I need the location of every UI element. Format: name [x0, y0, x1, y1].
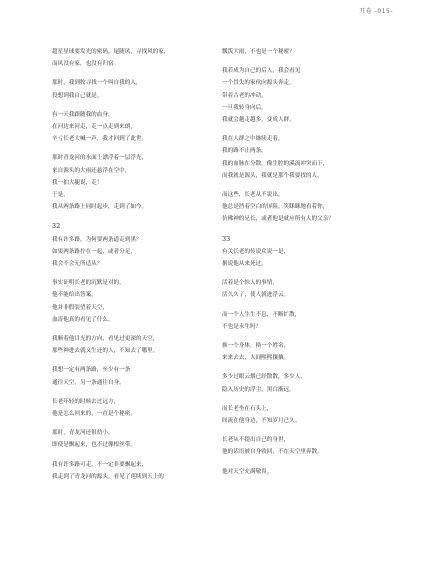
stanza	[52, 364, 207, 388]
poem-line: 有关长老的传说众说一是，	[222, 248, 290, 255]
poem-line: 而我就是源头，我就是那个我要找的人。	[222, 172, 323, 179]
poem-line: 有一天我跟随我的血身，	[52, 111, 114, 118]
poem-line: 我顺着他目光的方向，看见过更深的天空，	[52, 336, 159, 343]
poem-line: 他总是挡着空白的屏阻，笑眯眯地看着你，	[222, 204, 329, 211]
poem-line: 我走到了青龙河的源头，看见了莲续到天上的	[52, 473, 164, 480]
poem-line: 我有许多路，为何要两条道走到黑？	[52, 236, 142, 243]
stanza	[222, 189, 377, 226]
poem-line: 仿佛神的兄长，或者他是就应所有人的父亲？	[222, 216, 334, 223]
poem-line: 我的血脉在分散，像生腔的溪流冲突而下，	[222, 160, 329, 167]
poem-line: 多少过眼云烟已经散散，多少人，	[222, 374, 306, 381]
poem-line: 如果两条路拧在一起，或者分足，	[52, 248, 136, 255]
poem-line: 即使是飘起来，也不过像根丝带。	[52, 442, 136, 449]
poem-line: 带着古老的冲动，	[222, 92, 267, 99]
stanza	[222, 133, 377, 182]
stanza	[222, 371, 377, 395]
poem-line: 役想到我自己就是。	[52, 92, 103, 99]
poem-line: 于是，	[52, 192, 69, 199]
right-column	[222, 46, 377, 485]
poem-line: 超星星球要发光的密码，尾随风，寻找风的家，	[52, 49, 170, 55]
poem-line: 事实证明长老的沉默是对的，	[52, 280, 125, 287]
stanza	[222, 309, 377, 333]
poem-line: 而风没有家，也没有归宿。	[52, 61, 120, 68]
poem-line: 血涛他真的看见了什么。	[52, 316, 114, 323]
poem-line: 那时，青龙河还很幼小，	[52, 430, 114, 437]
poem-line: 我一拍大腿说，走！	[52, 179, 103, 186]
poem-line: 我在人群之中继续走着，	[222, 136, 284, 143]
stanza	[52, 46, 207, 70]
stanza	[52, 77, 207, 101]
poem-line: 他对天空充满敬畏。	[222, 468, 273, 475]
poem-line: 我若成为自己的后人，我会看见	[222, 68, 301, 75]
stanza	[52, 396, 207, 420]
poem-line: 而长老坐在石头上，	[222, 405, 273, 412]
poem-line: 他不能给出答案，	[52, 292, 97, 299]
stanza	[222, 277, 377, 301]
poem-line: 而一个人生生不息，不断扩散，	[222, 311, 301, 318]
poem-line: 那时，我到牧寻找一个叫自我的人，	[52, 80, 142, 87]
poem-line: 我想一定有两条路，至少有一条	[52, 367, 131, 374]
stanza	[52, 427, 207, 451]
poem-line: 他的话语被自身收回，不在天空里奔散。	[222, 449, 323, 456]
poem-line: 长老年轻的时候去过远方，	[52, 398, 120, 405]
poem-line: 那时青龙河的水面上漂浮着一层浮光，	[52, 155, 148, 162]
section-number: 32	[52, 222, 61, 231]
poem-line: 不也是永生吗？	[222, 323, 262, 330]
poem-line: 活久久了，使人就进浮云。	[222, 292, 290, 299]
page-header: 开卷 -015-	[359, 8, 393, 15]
poem-line: 而这些，长老从不说出，	[222, 192, 284, 199]
stanza	[52, 459, 207, 483]
stanza	[52, 152, 207, 213]
poem-line: 我的路不止两条，	[222, 148, 267, 155]
stanza	[52, 277, 207, 326]
poem-line: 长老从不提出自己的身世，	[222, 437, 290, 444]
poem-line: 我会不会无所适从？	[52, 261, 103, 268]
poem-line: 我就会越走越多，变成人群。	[222, 117, 295, 124]
stanza	[222, 65, 377, 126]
poem-line: 通往天空，另一条通往自身。	[52, 379, 125, 386]
poem-line: 一个冒失的家伙向源头奔走，	[222, 80, 295, 87]
section-number: 33	[222, 234, 231, 243]
poem-line: 一旦我转身向后，	[222, 104, 267, 111]
poem-line: 他并非假装望着天空，	[52, 304, 108, 311]
poem-line: 换一个身体，换一个姓名，	[222, 343, 290, 350]
poem-line: 隐入历史的浮尘，黑白渐远。	[222, 386, 295, 393]
poem-line: 瓢泼大雨，不也是一个秘密？	[222, 49, 295, 55]
stanza	[222, 340, 377, 364]
left-column	[52, 46, 207, 490]
stanza	[222, 403, 377, 427]
poem-line: 他是怎么回来的，一直是个秘密。	[52, 411, 136, 418]
poem-line: 那些神进去就又生还的人，不知去了哪里。	[52, 348, 159, 355]
poem-line: 据说他从来死过。	[222, 261, 267, 268]
poem-line: 在河边来河走，走一点走到来朗，	[52, 124, 136, 131]
poem-line: 辛亏长老大喊一声，我才回到了此世。	[52, 136, 148, 143]
stanza	[222, 46, 377, 58]
stanza	[222, 434, 377, 458]
poem-line: 我有许多路可走，不一定非要飘起来，	[52, 461, 148, 468]
stanza	[222, 466, 377, 478]
poem-line: 间流在他身边，不知岁月已久。	[222, 418, 301, 425]
poem-line: 活着是个惊人的事情，	[222, 280, 278, 287]
stanza	[52, 234, 207, 271]
stanza	[222, 246, 377, 270]
stanza	[52, 333, 207, 357]
poem-line: 来自源头的大雨还悬浮在空中，	[52, 167, 131, 174]
poem-line: 来来去去，人间熙熙攘攘。	[222, 355, 290, 362]
poem-line: 我从两条路上同时起步，走到了如今。	[52, 204, 148, 211]
stanza	[52, 109, 207, 146]
